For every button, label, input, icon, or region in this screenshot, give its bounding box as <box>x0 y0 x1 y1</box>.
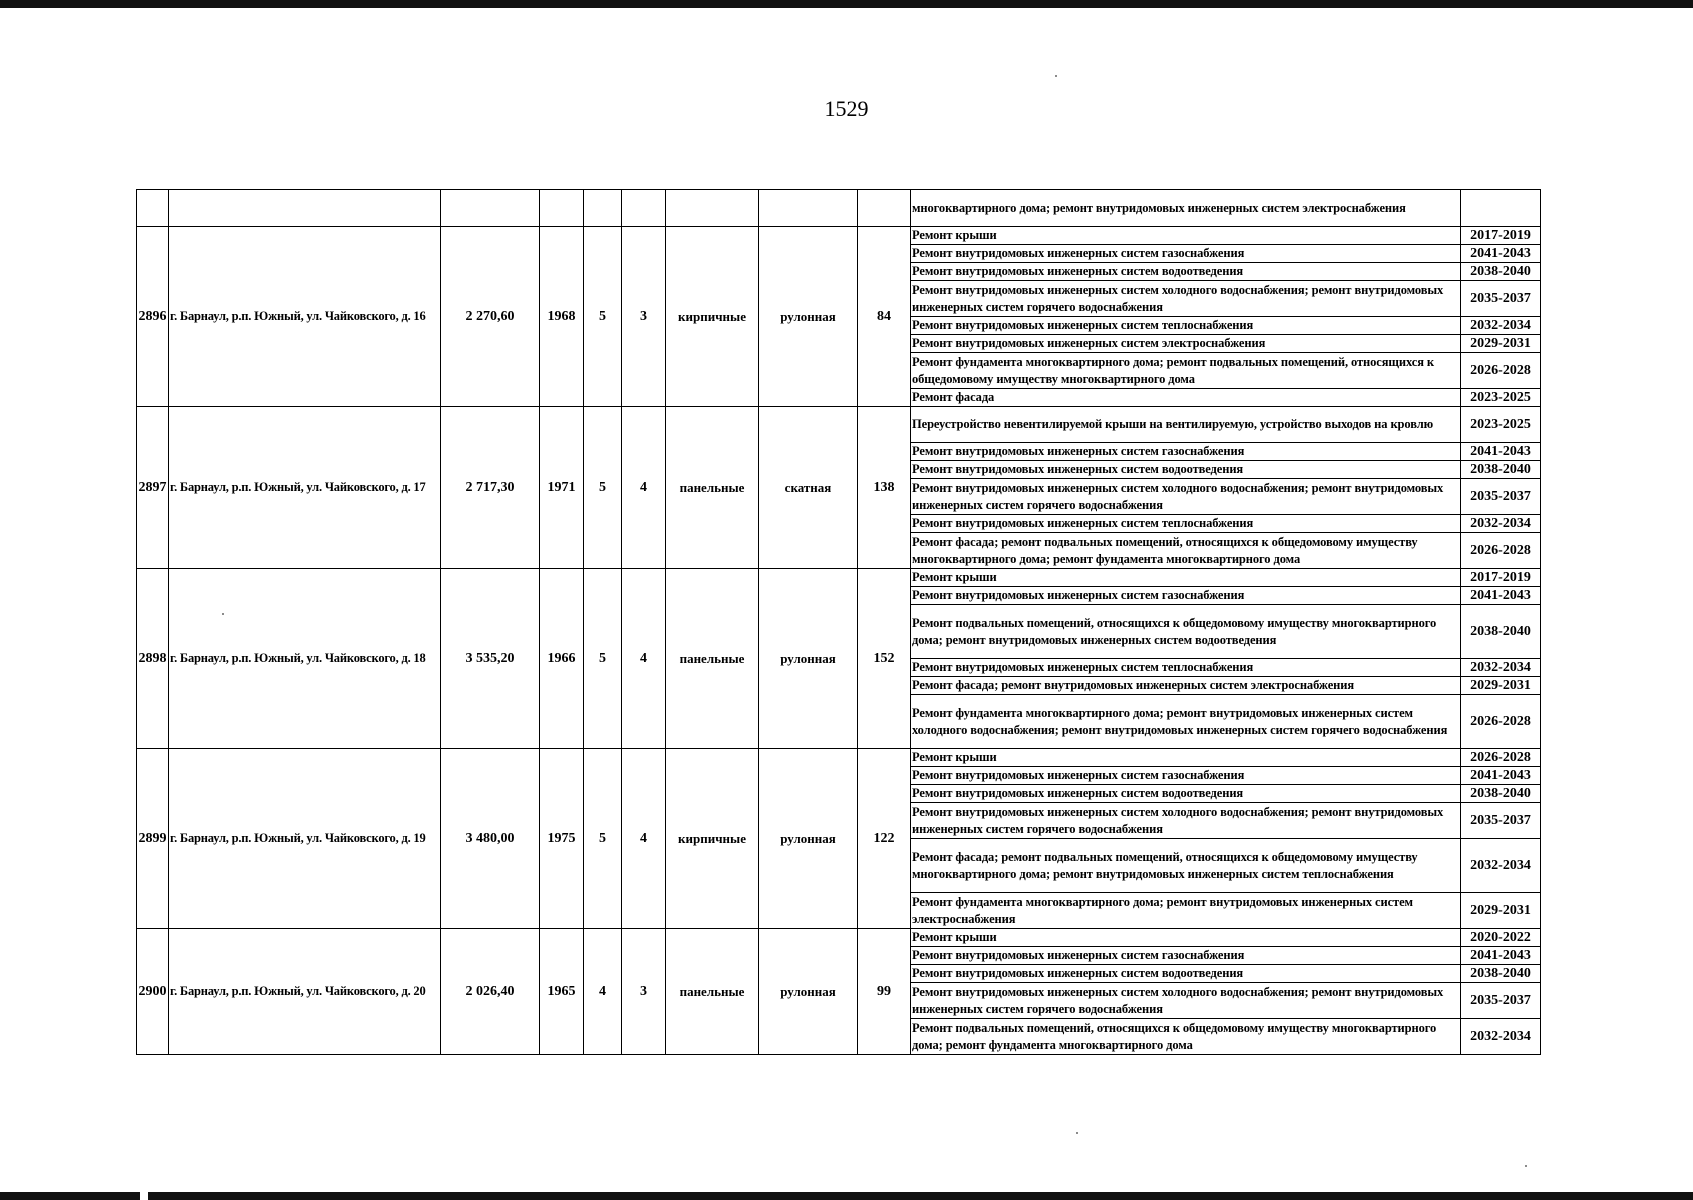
work-description: Ремонт фундамента многоквартирного дома; ремонт внутридомовых инженерных систем электроснабжения <box>911 893 1461 929</box>
work-description: Ремонт внутридомовых инженерных систем электроснабжения <box>911 335 1461 353</box>
work-description: Ремонт крыши <box>911 929 1461 947</box>
wall-material: кирпичные <box>666 749 759 929</box>
empty-cell <box>666 190 759 227</box>
work-period: 2032-2034 <box>1461 1019 1541 1055</box>
work-description: Ремонт внутридомовых инженерных систем холодного водоснабжения; ремонт внутридомовых инженерных систем горячего водоснабжения <box>911 479 1461 515</box>
floors: 4 <box>584 929 622 1055</box>
build-year: 1968 <box>540 227 584 407</box>
repair-schedule-table <box>136 189 1541 1055</box>
work-description: Ремонт фундамента многоквартирного дома; ремонт внутридомовых инженерных систем холодного водоснабжения; ремонт внутридомовых инженерных систем горячего водоснабжения <box>911 695 1461 749</box>
work-description: Ремонт внутридомовых инженерных систем холодного водоснабжения; ремонт внутридомовых инженерных систем горячего водоснабжения <box>911 803 1461 839</box>
wall-material: кирпичные <box>666 227 759 407</box>
table-body <box>137 190 1541 1055</box>
work-description: Ремонт внутридомовых инженерных систем газоснабжения <box>911 443 1461 461</box>
address: г. Барнаул, р.п. Южный, ул. Чайковского, д. 16 <box>169 227 441 407</box>
empty-cell <box>584 190 622 227</box>
entrances: 4 <box>622 749 666 929</box>
scan-speck <box>1525 1165 1527 1167</box>
address: г. Барнаул, р.п. Южный, ул. Чайковского, д. 20 <box>169 929 441 1055</box>
roof-type: рулонная <box>759 227 858 407</box>
work-description: Ремонт подвальных помещений, относящихся к общедомовому имуществу многоквартирного дома; ремонт фундамента многоквартирного дома <box>911 1019 1461 1055</box>
floors: 5 <box>584 749 622 929</box>
total-area: 2 026,40 <box>441 929 540 1055</box>
work-description: Ремонт фасада; ремонт подвальных помещений, относящихся к общедомовому имуществу многоквартирного дома; ремонт фундамента многоквартирного дома <box>911 533 1461 569</box>
residents: 138 <box>858 407 911 569</box>
floors: 5 <box>584 407 622 569</box>
empty-cell <box>137 190 169 227</box>
work-period: 2032-2034 <box>1461 659 1541 677</box>
work-period: 2041-2043 <box>1461 443 1541 461</box>
work-period: 2032-2034 <box>1461 317 1541 335</box>
work-description: Ремонт фасада <box>911 389 1461 407</box>
wall-material: панельные <box>666 407 759 569</box>
work-description: Ремонт фасада; ремонт внутридомовых инженерных систем электроснабжения <box>911 677 1461 695</box>
build-year: 1966 <box>540 569 584 749</box>
work-period: 2035-2037 <box>1461 983 1541 1019</box>
scan-speck <box>1076 1132 1078 1134</box>
work-period: 2023-2025 <box>1461 407 1541 443</box>
empty-cell <box>759 190 858 227</box>
work-period: 2041-2043 <box>1461 245 1541 263</box>
record-number: 2898 <box>137 569 169 749</box>
residents: 84 <box>858 227 911 407</box>
work-description: Ремонт внутридомовых инженерных систем газоснабжения <box>911 245 1461 263</box>
address: г. Барнаул, р.п. Южный, ул. Чайковского, д. 17 <box>169 407 441 569</box>
work-period: 2041-2043 <box>1461 587 1541 605</box>
work-description: Ремонт фундамента многоквартирного дома; ремонт подвальных помещений, относящихся к общедомовому имуществу многоквартирного дома <box>911 353 1461 389</box>
work-description: Ремонт подвальных помещений, относящихся к общедомовому имуществу многоквартирного дома; ремонт внутридомовых инженерных систем водоотведения <box>911 605 1461 659</box>
table-row <box>137 227 1541 245</box>
work-description: Ремонт внутридомовых инженерных систем теплоснабжения <box>911 317 1461 335</box>
scan-bottom-border <box>0 1192 1693 1200</box>
roof-type: рулонная <box>759 749 858 929</box>
work-period: 2026-2028 <box>1461 749 1541 767</box>
work-period: 2038-2040 <box>1461 461 1541 479</box>
work-description: Ремонт крыши <box>911 227 1461 245</box>
entrances: 3 <box>622 929 666 1055</box>
record-number: 2900 <box>137 929 169 1055</box>
residents: 152 <box>858 569 911 749</box>
work-period: 2038-2040 <box>1461 785 1541 803</box>
work-period: 2017-2019 <box>1461 227 1541 245</box>
work-period: 2035-2037 <box>1461 281 1541 317</box>
work-period: 2035-2037 <box>1461 803 1541 839</box>
empty-cell <box>441 190 540 227</box>
roof-type: скатная <box>759 407 858 569</box>
build-year: 1975 <box>540 749 584 929</box>
work-description: Ремонт внутридомовых инженерных систем холодного водоснабжения; ремонт внутридомовых инженерных систем горячего водоснабжения <box>911 281 1461 317</box>
empty-cell <box>622 190 666 227</box>
work-period: 2041-2043 <box>1461 947 1541 965</box>
table-row <box>137 929 1541 947</box>
scan-top-border <box>0 0 1693 8</box>
work-description: Ремонт крыши <box>911 749 1461 767</box>
total-area: 3 480,00 <box>441 749 540 929</box>
roof-type: рулонная <box>759 569 858 749</box>
build-year: 1965 <box>540 929 584 1055</box>
wall-material: панельные <box>666 929 759 1055</box>
empty-cell <box>858 190 911 227</box>
work-description: Ремонт внутридомовых инженерных систем водоотведения <box>911 785 1461 803</box>
work-description: Ремонт внутридомовых инженерных систем холодного водоснабжения; ремонт внутридомовых инженерных систем горячего водоснабжения <box>911 983 1461 1019</box>
work-period: 2026-2028 <box>1461 695 1541 749</box>
residents: 99 <box>858 929 911 1055</box>
address: г. Барнаул, р.п. Южный, ул. Чайковского, д. 19 <box>169 749 441 929</box>
scan-speck <box>1055 75 1057 77</box>
work-period: 2026-2028 <box>1461 353 1541 389</box>
work-period: 2032-2034 <box>1461 839 1541 893</box>
scan-bottom-border-gap <box>140 1192 148 1200</box>
floors: 5 <box>584 227 622 407</box>
work-description: Ремонт внутридомовых инженерных систем водоотведения <box>911 461 1461 479</box>
work-description: многоквартирного дома; ремонт внутридомовых инженерных систем электроснабжения <box>911 190 1461 227</box>
residents: 122 <box>858 749 911 929</box>
record-number: 2896 <box>137 227 169 407</box>
work-period: 2029-2031 <box>1461 893 1541 929</box>
work-period <box>1461 190 1541 227</box>
work-description: Ремонт внутридомовых инженерных систем газоснабжения <box>911 587 1461 605</box>
floors: 5 <box>584 569 622 749</box>
work-period: 2035-2037 <box>1461 479 1541 515</box>
table-row <box>137 407 1541 443</box>
work-period: 2020-2022 <box>1461 929 1541 947</box>
work-description: Ремонт фасада; ремонт подвальных помещений, относящихся к общедомовому имуществу многоквартирного дома; ремонт внутридомовых инженерных систем теплоснабжения <box>911 839 1461 893</box>
work-period: 2026-2028 <box>1461 533 1541 569</box>
build-year: 1971 <box>540 407 584 569</box>
work-period: 2029-2031 <box>1461 677 1541 695</box>
address: г. Барнаул, р.п. Южный, ул. Чайковского, д. 18 <box>169 569 441 749</box>
record-number: 2899 <box>137 749 169 929</box>
work-description: Ремонт внутридомовых инженерных систем водоотведения <box>911 965 1461 983</box>
work-period: 2029-2031 <box>1461 335 1541 353</box>
continuation-row <box>137 190 1541 227</box>
total-area: 2 270,60 <box>441 227 540 407</box>
total-area: 3 535,20 <box>441 569 540 749</box>
work-description: Ремонт внутридомовых инженерных систем водоотведения <box>911 263 1461 281</box>
roof-type: рулонная <box>759 929 858 1055</box>
work-description: Ремонт крыши <box>911 569 1461 587</box>
work-period: 2038-2040 <box>1461 605 1541 659</box>
work-period: 2041-2043 <box>1461 767 1541 785</box>
empty-cell <box>169 190 441 227</box>
work-description: Переустройство невентилируемой крыши на вентилируемую, устройство выходов на кровлю <box>911 407 1461 443</box>
page-number: 1529 <box>824 96 869 121</box>
work-description: Ремонт внутридомовых инженерных систем газоснабжения <box>911 947 1461 965</box>
work-period: 2038-2040 <box>1461 965 1541 983</box>
work-description: Ремонт внутридомовых инженерных систем теплоснабжения <box>911 515 1461 533</box>
empty-cell <box>540 190 584 227</box>
work-period: 2038-2040 <box>1461 263 1541 281</box>
wall-material: панельные <box>666 569 759 749</box>
entrances: 4 <box>622 407 666 569</box>
table-row <box>137 569 1541 587</box>
entrances: 3 <box>622 227 666 407</box>
table-row <box>137 749 1541 767</box>
work-period: 2017-2019 <box>1461 569 1541 587</box>
entrances: 4 <box>622 569 666 749</box>
work-description: Ремонт внутридомовых инженерных систем теплоснабжения <box>911 659 1461 677</box>
work-period: 2023-2025 <box>1461 389 1541 407</box>
work-description: Ремонт внутридомовых инженерных систем газоснабжения <box>911 767 1461 785</box>
work-period: 2032-2034 <box>1461 515 1541 533</box>
record-number: 2897 <box>137 407 169 569</box>
total-area: 2 717,30 <box>441 407 540 569</box>
